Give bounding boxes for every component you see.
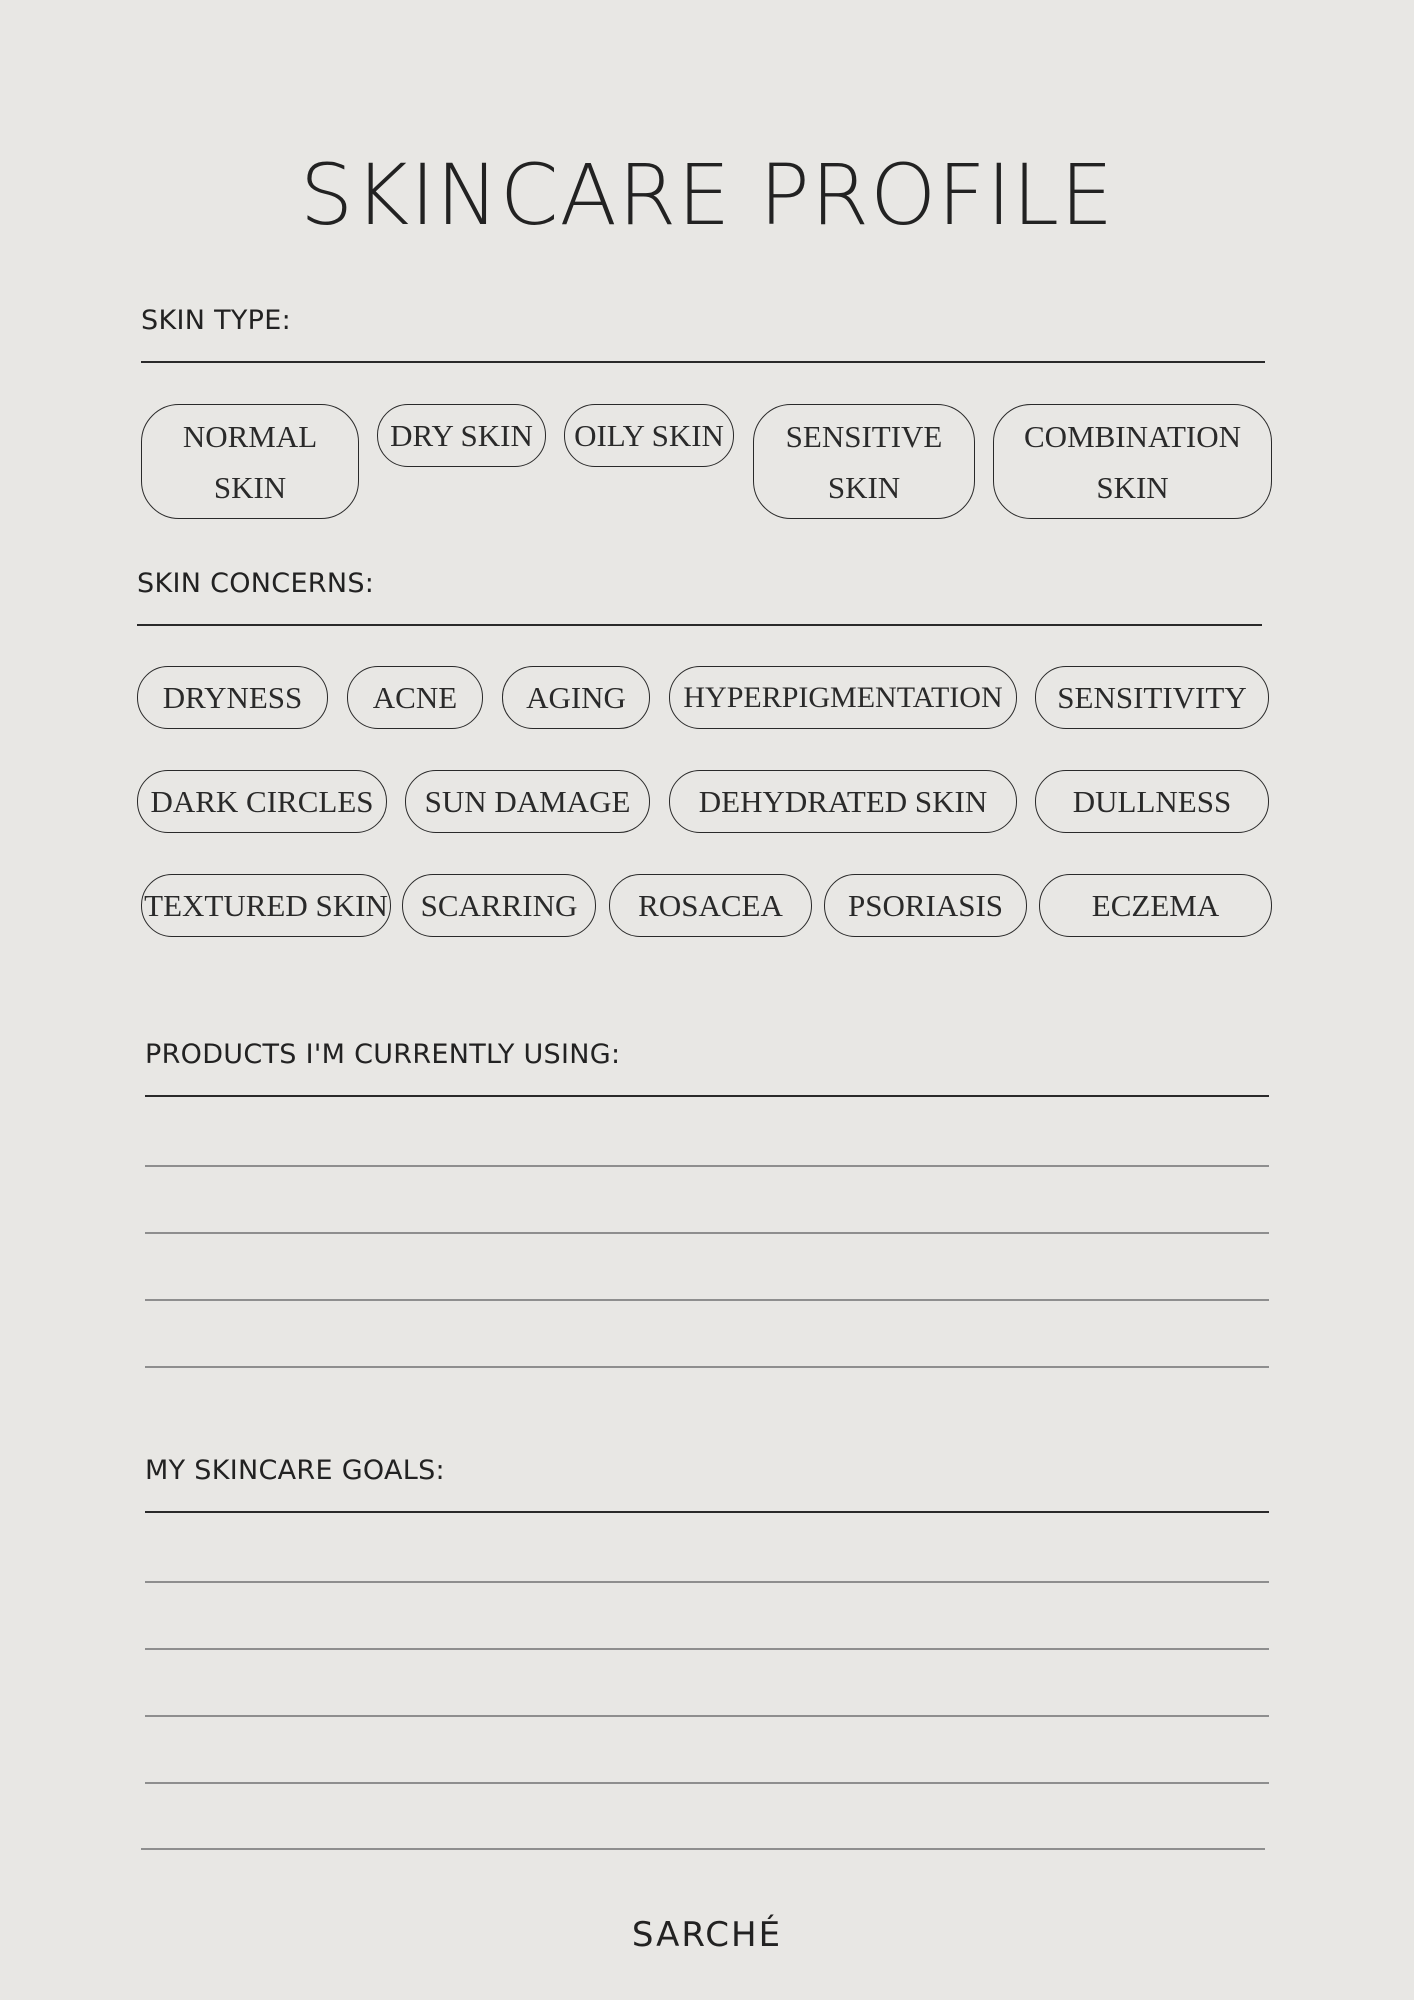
products-rule [145,1095,1269,1097]
chip-psoriasis[interactable]: PSORIASIS [824,874,1027,937]
chip-aging[interactable]: AGING [502,666,650,729]
goals-writing-line[interactable] [141,1848,1265,1850]
chip-dehydrated-skin[interactable]: DEHYDRATED SKIN [669,770,1017,833]
products-writing-line[interactable] [145,1232,1269,1234]
chip-combination-skin[interactable]: COMBINATION SKIN [993,404,1272,519]
goals-label: MY SKINCARE GOALS: [145,1455,445,1486]
chip-eczema[interactable]: ECZEMA [1039,874,1272,937]
chip-dry-skin[interactable]: DRY SKIN [377,404,546,467]
chip-dryness[interactable]: DRYNESS [137,666,328,729]
goals-rule [145,1511,1269,1513]
skin-type-rule [141,361,1265,363]
chip-sensitive-skin[interactable]: SENSITIVE SKIN [753,404,975,519]
chip-sensitivity[interactable]: SENSITIVITY [1035,666,1269,729]
products-writing-line[interactable] [145,1366,1269,1368]
chip-dullness[interactable]: DULLNESS [1035,770,1269,833]
chip-sun-damage[interactable]: SUN DAMAGE [405,770,650,833]
goals-writing-line[interactable] [145,1782,1269,1784]
chip-textured-skin[interactable]: TEXTURED SKIN [141,874,391,937]
skin-concerns-rule [137,624,1262,626]
products-writing-line[interactable] [145,1165,1269,1167]
page-title: SKINCARE PROFILE [299,146,1115,244]
chip-normal-skin[interactable]: NORMAL SKIN [141,404,359,519]
brand-footer: SARCHÉ [631,1915,783,1955]
chip-rosacea[interactable]: ROSACEA [609,874,812,937]
goals-writing-line[interactable] [145,1648,1269,1650]
chip-scarring[interactable]: SCARRING [402,874,596,937]
goals-writing-line[interactable] [145,1715,1269,1717]
goals-writing-line[interactable] [145,1581,1269,1583]
skin-concerns-label: SKIN CONCERNS: [137,568,375,599]
chip-oily-skin[interactable]: OILY SKIN [564,404,734,467]
products-writing-line[interactable] [145,1299,1269,1301]
skin-type-label: SKIN TYPE: [141,305,292,336]
chip-acne[interactable]: ACNE [347,666,483,729]
products-label: PRODUCTS I'M CURRENTLY USING: [145,1039,621,1070]
chip-hyperpigmentation[interactable]: HYPERPIGMENTATION [669,666,1017,729]
chip-dark-circles[interactable]: DARK CIRCLES [137,770,387,833]
